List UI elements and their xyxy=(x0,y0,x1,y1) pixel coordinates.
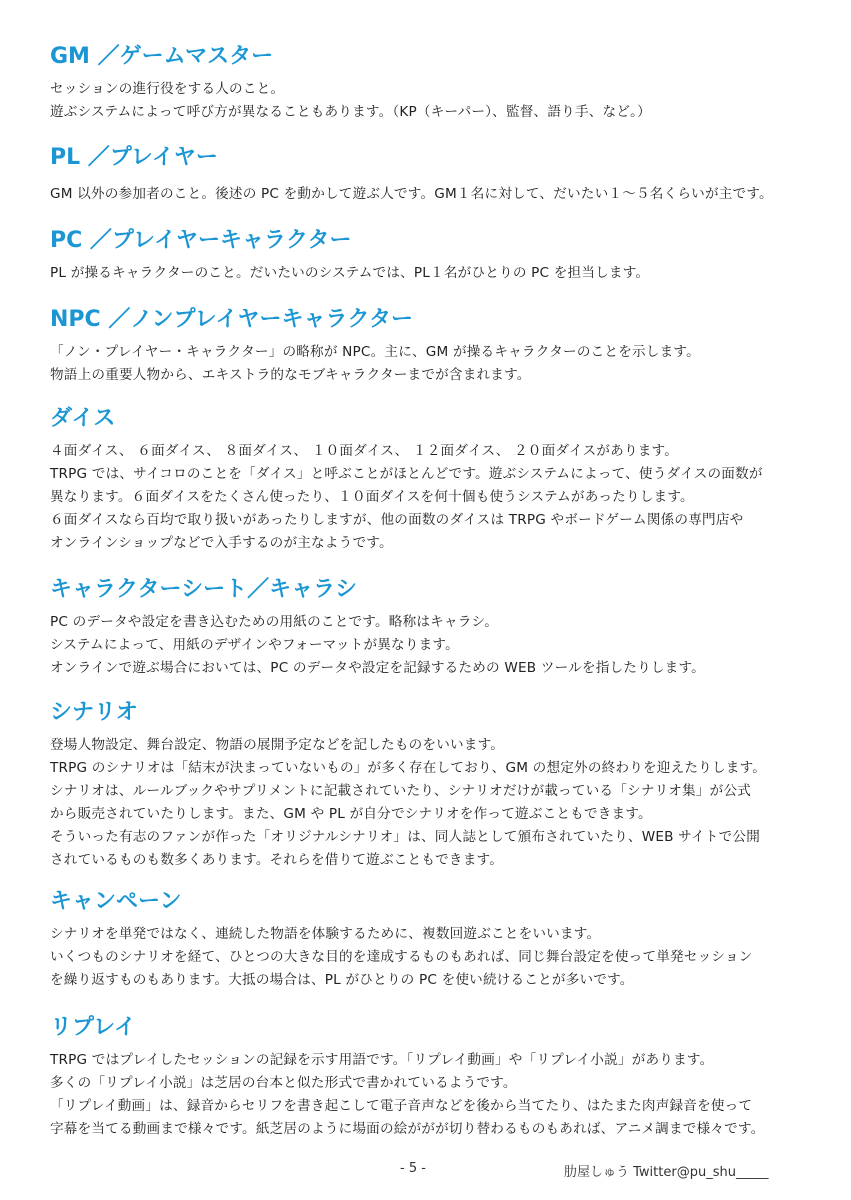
section-line: システムによって、用紙のデザインやフォーマットが異なります。 xyxy=(50,637,459,653)
section-heading: ダイス xyxy=(50,406,116,431)
section-heading: PC ／プレイヤーキャラクター xyxy=(50,228,352,253)
section-line: セッションの進行役をする人のこと。 xyxy=(50,81,285,97)
section-line: 異なります。６面ダイスをたくさん使ったり、１０面ダイスを何十個も使うシステムがあったりします。 xyxy=(50,489,694,505)
section-dice xyxy=(50,404,811,555)
section-character-sheet xyxy=(50,575,811,680)
section-line: PC のデータや設定を書き込むための用紙のことです。略称はキャラシ。 xyxy=(50,614,499,630)
section-scenario xyxy=(50,698,811,872)
section-line: されているものも数多くあります。それらを借りて遊ぶこともできます。 xyxy=(50,852,504,868)
section-line: 字幕を当てる動画まで様々です。紙芝居のように場面の絵ががが切り替わるものもあれば、アニメ調まで様々です。 xyxy=(50,1121,765,1137)
section-heading: シナリオ xyxy=(50,700,138,725)
section-replay xyxy=(50,1013,811,1141)
section-heading: NPC ／ノンプレイヤーキャラクター xyxy=(50,307,414,332)
section-line: ６面ダイスなら百均で取り扱いがあったりしますが、他の面数のダイスは TRPG やボードゲーム関係の専門店や xyxy=(50,512,744,528)
section-line: から販売されていたりします。また、GM や PL が自分でシナリオを作って遊ぶこともできます。 xyxy=(50,806,652,822)
author-credit: 肋屋しゅう Twitter@pu_shu_____ xyxy=(564,1165,769,1180)
section-line: オンラインで遊ぶ場合においては、PC のデータや設定を記録するための WEB ツールを指したりします。 xyxy=(50,660,705,676)
section-line: いくつものシナリオを経て、ひとつの大きな目的を達成するものもあれば、同じ舞台設定を使って単発セッション xyxy=(50,949,753,965)
section-line: GM 以外の参加者のこと。後述の PC を動かして遊ぶ人です。GM１名に対して、だいたい１〜５名くらいが主です。 xyxy=(50,186,773,202)
section-line: そういった有志のファンが作った「オリジナルシナリオ」は、同人誌として頒布されていたり、WEB サイトで公開 xyxy=(50,829,760,845)
section-line: 「リプレイ動画」は、録音からセリフを書き起こして電子音声などを後から当てたり、はたまた肉声録音を使って xyxy=(50,1098,753,1114)
section-line: オンラインショップなどで入手するのが主なようです。 xyxy=(50,535,393,551)
section-line: 多くの「リプレイ小説」は芝居の台本と似た形式で書かれているようです。 xyxy=(50,1075,517,1091)
section-line: 登場人物設定、舞台設定、物語の展開予定などを記したものをいいます。 xyxy=(50,737,505,753)
section-line: TRPG ではプレイしたセッションの記録を示す用語です。「リプレイ動画」や「リプレイ小説」があります。 xyxy=(50,1052,714,1068)
section-line: 物語上の重要人物から、エキストラ的なモブキャラクターまでが含まれます。 xyxy=(50,367,531,383)
section-campaign xyxy=(50,887,811,992)
section-line: シナリオを単発ではなく、連続した物語を体験するために、複数回遊ぶことをいいます。 xyxy=(50,926,601,942)
section-line: TRPG では、サイコロのことを「ダイス」と呼ぶことがほとんどです。遊ぶシステムによって、使うダイスの面数が xyxy=(50,466,763,482)
section-line: を繰り返すものもあります。大抵の場合は、PL がひとりの PC を使い続けることが多いです。 xyxy=(50,972,634,988)
section-gm xyxy=(50,42,811,124)
section-heading: リプレイ xyxy=(50,1015,137,1040)
section-line: 遊ぶシステムによって呼び方が異なることもあります。（KP（キーパー）、監督、語り手、など。） xyxy=(50,104,651,120)
page-number: - 5 - xyxy=(400,1161,426,1176)
section-line: シナリオは、ルールブックやサプリメントに記載されていたり、シナリオだけが載っている「シナリオ集」が公式 xyxy=(50,783,752,799)
section-heading: PL ／プレイヤー xyxy=(50,145,218,170)
section-line: TRPG のシナリオは「結末が決まっていないもの」が多く存在しており、GM の想定外の終わりを迎えたりします。 xyxy=(50,760,767,776)
section-heading: キャラクターシート／キャラシ xyxy=(50,577,358,602)
section-line: ４面ダイス、 ６面ダイス、 ８面ダイス、 １０面ダイス、 １２面ダイス、 ２０面ダイスがあります。 xyxy=(50,443,679,459)
section-line: 「ノン・プレイヤー・キャラクター」の略称が NPC。主に、GM が操るキャラクターのことを示します。 xyxy=(50,344,700,360)
section-npc xyxy=(50,305,811,387)
section-heading: キャンペーン xyxy=(50,889,182,914)
section-pc xyxy=(50,226,811,285)
section-pl xyxy=(50,143,811,206)
section-heading: GM ／ゲームマスター xyxy=(50,44,274,69)
section-line: PL が操るキャラクターのこと。だいたいのシステムでは、PL１名がひとりの PC を担当します。 xyxy=(50,265,650,281)
